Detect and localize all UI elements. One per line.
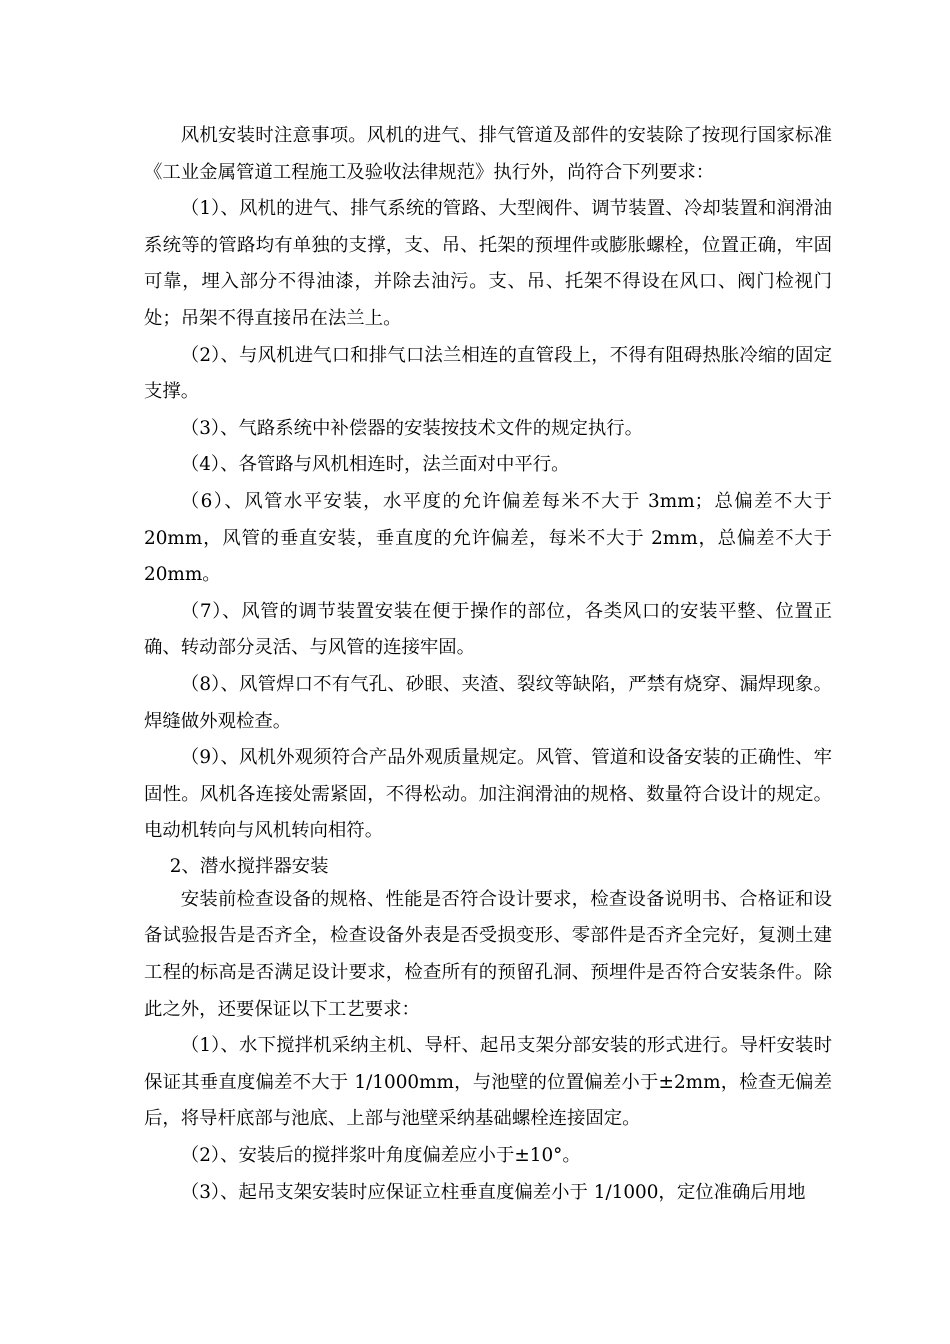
- paragraph-item-7: （7）、风管的调节装置安装在便于操作的部位，各类风口的安装平整、位置正确、转动部分灵活、与风管的连接牢固。: [144, 600, 832, 659]
- paragraph-item-9: （9）、风机外观须符合产品外观质量规定。风管、管道和设备安装的正确性、牢固性。风机各连接处需紧固，不得松动。加注润滑油的规格、数量符合设计的规定。电动机转向与风机转向相符。: [144, 747, 832, 842]
- paragraph-mixer-item-1: （1）、水下搅拌机采纳主机、导杆、起吊支架分部安装的形式进行。导杆安装时保证其垂直度偏差不大于 1/1000mm，与池壁的位置偏差小于±2mm，检查无偏差后，将导杆底部与池底、上部与池壁采纳基础螺栓连接固定。: [144, 1035, 832, 1130]
- paragraph-mixer-pre-install: 安装前检查设备的规格、性能是否符合设计要求，检查设备说明书、合格证和设备试验报告是否齐全，检查设备外表是否受损变形、零部件是否齐全完好，复测土建工程的标高是否满足设计要求，检查所有的预留孔洞、预埋件是否符合安装条件。除此之外，还要保证以下工艺要求：: [144, 888, 832, 1020]
- paragraph-mixer-item-2: （2）、安装后的搅拌浆叶角度偏差应小于±10°。: [180, 1145, 581, 1167]
- section-heading-mixer: 2、潜水搅拌器安装: [169, 855, 329, 877]
- paragraph-item-6: （6）、风管水平安装，水平度的允许偏差每米不大于 3mm；总偏差不大于20mm，风管的垂直安装，垂直度的允许偏差，每米不大于 2mm，总偏差不大于20mm。: [144, 490, 832, 586]
- paragraph-item-1: （1）、风机的进气、排气系统的管路、大型阀件、调节装置、冷却装置和润滑油系统等的管路均有单独的支撑，支、吊、托架的预埋件或膨胀螺栓，位置正确，牢固可靠，埋入部分不得油漆，并除去油污。支、吊、托架不得设在风口、阀门检视门处；吊架不得直接吊在法兰上。: [144, 198, 832, 329]
- paragraph-mixer-item-3: （3）、起吊支架安装时应保证立柱垂直度偏差小于 1/1000，定位准确后用地: [180, 1181, 806, 1203]
- document-body: [144, 118, 832, 1211]
- paragraph-fan-installation-notes: 风机安装时注意事项。风机的进气、排气管道及部件的安装除了按现行国家标准《工业金属管道工程施工及验收法律规范》执行外，尚符合下列要求：: [144, 125, 832, 183]
- paragraph-item-2: （2）、与风机进气口和排气口法兰相连的直管段上，不得有阻碍热胀冷缩的固定支撑。: [144, 344, 832, 403]
- paragraph-item-8: （8）、风管焊口不有气孔、砂眼、夹渣、裂纹等缺陷，严禁有烧穿、漏焊现象。焊缝做外观检查。: [144, 673, 832, 732]
- paragraph-item-3: （3）、气路系统中补偿器的安装按技术文件的规定执行。: [180, 417, 644, 439]
- paragraph-item-4: （4）、各管路与风机相连时，法兰面对中平行。: [180, 454, 570, 476]
